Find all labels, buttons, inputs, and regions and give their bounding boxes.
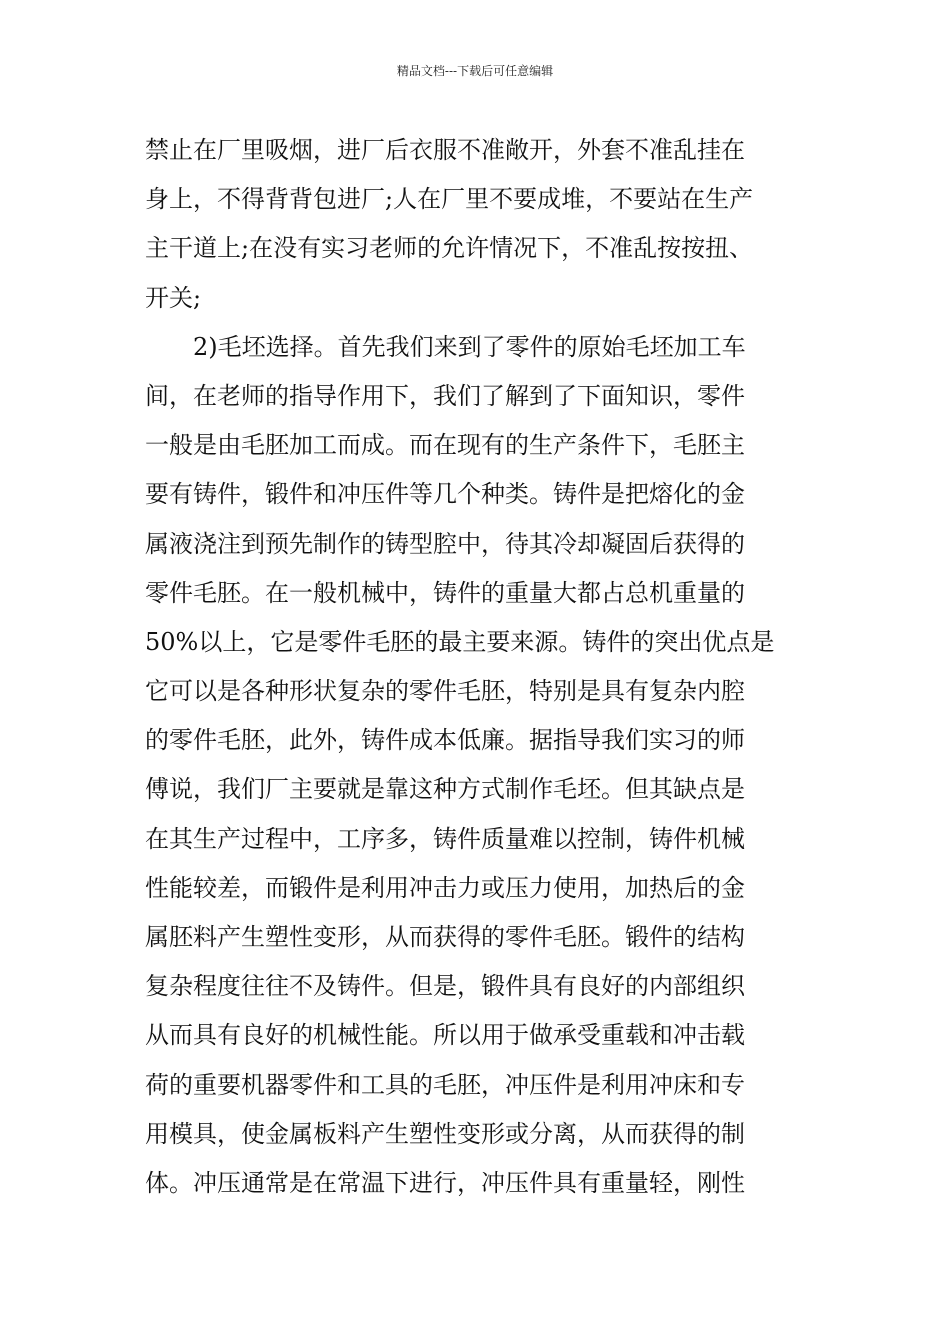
- text-line: 性能较差，而锻件是利用冲击力或压力使用，加热后的金: [145, 873, 745, 902]
- text-line: 用模具，使金属板料产生塑性变形或分离，从而获得的制: [145, 1119, 745, 1148]
- document-body: [145, 126, 815, 1208]
- text-line: 的零件毛胚，此外，铸件成本低廉。据指导我们实习的师: [145, 726, 745, 755]
- text-line: 复杂程度往往不及铸件。但是，锻件具有良好的内部组织: [145, 972, 745, 1001]
- text-line: 间，在老师的指导作用下，我们了解到了下面知识，零件: [145, 381, 745, 410]
- text-line: 一般是由毛胚加工而成。而在现有的生产条件下，毛胚主: [145, 431, 745, 460]
- text-line: 开关;: [145, 283, 202, 312]
- text-line: 从而具有良好的机械性能。所以用于做承受重载和冲击载: [145, 1021, 745, 1050]
- text-line: 体。冲压通常是在常温下进行，冲压件具有重量轻，刚性: [145, 1168, 745, 1197]
- text-line: 它可以是各种形状复杂的零件毛胚，特别是具有复杂内腔: [145, 677, 745, 706]
- text-line: 属胚料产生塑性变形，从而获得的零件毛胚。锻件的结构: [145, 923, 745, 951]
- text-line: 主干道上;在没有实习老师的允许情况下，不准乱按按扭、: [145, 234, 754, 263]
- text-line: 傅说，我们厂主要就是靠这种方式制作毛坯。但其缺点是: [145, 775, 745, 804]
- paragraph-first-line: 2)毛坯选择。首先我们来到了零件的原始毛坯加工车: [193, 332, 746, 361]
- page-header: 精品文档---下载后可任意编辑: [396, 64, 554, 78]
- text-line: 禁止在厂里吸烟，进厂后衣服不准敞开，外套不准乱挂在: [145, 136, 745, 164]
- text-line: 在其生产过程中，工序多，铸件质量难以控制，铸件机械: [145, 824, 745, 853]
- text-line: 荷的重要机器零件和工具的毛胚，冲压件是利用冲床和专: [145, 1070, 745, 1099]
- text-line: 零件毛胚。在一般机械中，铸件的重量大都占总机重量的: [145, 578, 745, 607]
- text-line: 属液浇注到预先制作的铸型腔中，待其冷却凝固后获得的: [145, 529, 745, 558]
- text-line: 身上，不得背背包进厂;人在厂里不要成堆，不要站在生产: [145, 185, 754, 214]
- text-line: 50%以上，它是零件毛胚的最主要来源。铸件的突出优点是: [145, 627, 775, 656]
- text-line: 要有铸件，锻件和冲压件等几个种类。铸件是把熔化的金: [145, 480, 745, 509]
